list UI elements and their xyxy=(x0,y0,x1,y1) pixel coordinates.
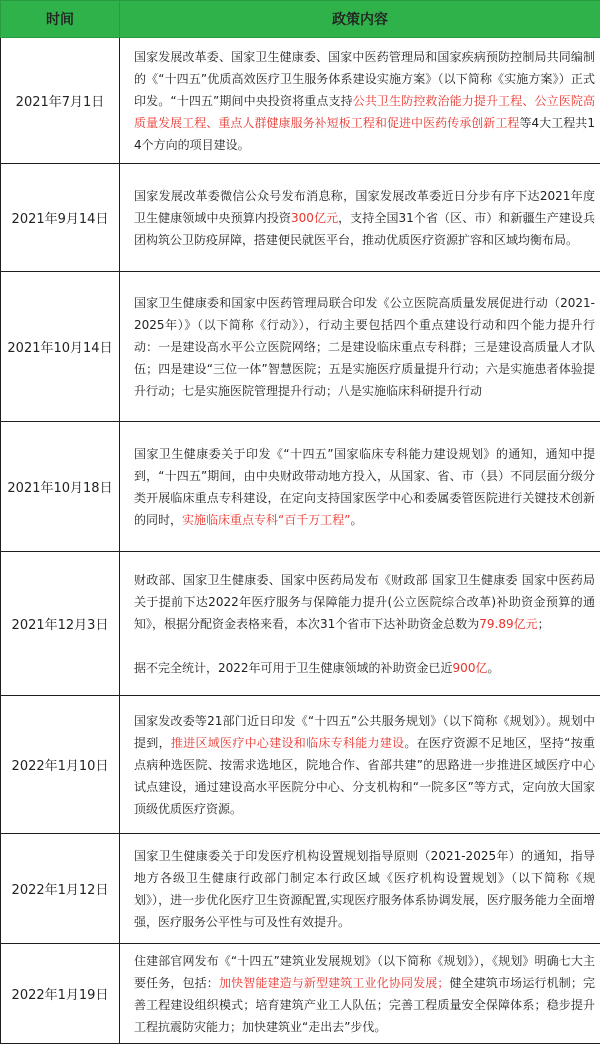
row-date: 2022年1月19日 xyxy=(1,944,120,1044)
content-text: 。在医疗资源不足地区，坚持“按重点病种选医院、按需求选地区，院地合作、省部共建”的思路进一步推进区域医疗中心试点建设，通过建设高水平医院分中心、分支机构和“一院多区”等方式，定向放大国家顶级优质医疗资源。 xyxy=(134,735,595,816)
content-paragraph xyxy=(134,185,595,251)
row-date: 2021年12月3日 xyxy=(1,552,120,696)
table-header xyxy=(1,1,600,38)
row-content xyxy=(120,944,600,1044)
row-content xyxy=(120,164,600,272)
content-paragraph xyxy=(134,845,595,933)
table-row xyxy=(1,696,600,834)
content-text: ，支持全国31个省（区、市）和新疆生产建设兵团构筑公卫防疫屏障，搭建便民就医平台，推动优质医疗资源扩容和区域均衡布局。 xyxy=(134,210,595,247)
highlighted-text: 推进区域医疗中心建设和临床专科能力建设 xyxy=(170,735,405,750)
row-content xyxy=(120,696,600,834)
table-body xyxy=(1,38,600,1044)
content-text: 国家卫生健康委关于印发医疗机构设置规划指导原则（2021-2025年）的通知，指导地方各级卫生健康行政部门制定本行政区域《医疗机构设置规划》（以下简称《规划》），进一步优化医疗卫生资源配置,实现医疗服务体系协调发展，医疗服务能力全面增强，医疗服务公平性与可及性有效提升。 xyxy=(134,848,595,929)
content-paragraph xyxy=(134,569,595,635)
highlighted-text: 实施临床重点专科“百千万工程” xyxy=(182,512,351,527)
content-paragraph xyxy=(134,950,595,1038)
content-text: 国家卫生健康委关于印发《“十四五”国家临床专科能力建设规划》的通知，通知中提到，“十四五”期间，由中央财政带动地方投入，从国家、省、市（县）不同层面分级分类开展临床重点专科建设，在定向支持国家医学中心和委属委管医院进行关键技术创新的同时， xyxy=(134,446,595,527)
content-paragraph xyxy=(134,46,595,156)
highlighted-text: 加快智能建造与新型建筑工业化协同发展； xyxy=(218,975,450,990)
table-row xyxy=(1,38,600,164)
highlighted-text: 公共卫生防控救治能力提升工程、公立医院高质量发展工程、重点人群健康服务补短板工程和促进中医药传承创新工程 xyxy=(134,93,595,130)
row-content xyxy=(120,552,600,696)
content-text: 财政部、国家卫生健康委、国家中医药局发布《财政部 国家卫生健康委 国家中医药局关于提前下达2022年医疗服务与保障能力提升(公立医院综合改革)补助资金预算的通知》，根据分配资金表格来看，本次31个省市下达补助资金总数为 xyxy=(134,572,595,631)
header-content: 政策内容 xyxy=(120,1,600,38)
row-date: 2021年9月14日 xyxy=(1,164,120,272)
table-row xyxy=(1,552,600,696)
row-content xyxy=(120,422,600,552)
content-text: 。 xyxy=(487,660,500,675)
content-text: 国家发改委等21部门近日印发《“十四五”公共服务规划》（以下简称《规划》）。规划中提到， xyxy=(134,713,595,750)
content-text: 。 xyxy=(350,512,363,527)
highlighted-text: 900亿 xyxy=(452,660,488,675)
content-text: 国家发展改革委微信公众号发布消息称，国家发展改革委近日分步有序下达2021年度卫生健康领域中央预算内投资 xyxy=(134,188,595,225)
content-paragraph xyxy=(134,657,595,679)
row-date: 2022年1月10日 xyxy=(1,696,120,834)
row-date: 2021年10月18日 xyxy=(1,422,120,552)
content-paragraph xyxy=(134,443,595,531)
row-content xyxy=(120,38,600,164)
row-date: 2021年7月1日 xyxy=(1,38,120,164)
row-date: 2022年1月12日 xyxy=(1,834,120,944)
paragraph-gap xyxy=(134,635,595,657)
header-row xyxy=(1,1,600,38)
content-text: ； xyxy=(537,616,550,631)
table-row xyxy=(1,272,600,422)
content-text: 健全建筑市场运行机制；完善工程建设组织模式；培育建筑产业工人队伍；完善工程质量安全保障体系；稳步提升工程抗震防灾能力；加快建筑业“走出去”步伐。 xyxy=(134,975,595,1034)
content-text: 等4大工程共14个方向的项目建设。 xyxy=(134,115,595,152)
content-text: 国家卫生健康委和国家中医药管理局联合印发《公立医院高质量发展促进行动（2021-2025年）》（以下简称《行动》），行动主要包括四个重点建设行动和四个能力提升行动：一是建设高水平公立医院网络；二是建设临床重点专科群；三是建设高质量人才队伍；四是建设“三位一体”智慧医院；五是实施医疗质量提升行动；六是实施患者体验提升行动；七是实施医院管理提升行动；八是实施临床科研提升行动 xyxy=(134,295,595,398)
content-text: 国家发展改革委、国家卫生健康委、国家中医药管理局和国家疾病预防控制局共同编制的《“十四五”优质高效医疗卫生服务体系建设实施方案》（以下简称《实施方案》）正式印发。“十四五”期间中央投资将重点支持 xyxy=(134,49,595,108)
content-text: 住建部官网发布《“十四五”建筑业发展规划》（以下简称《规划》），《规划》明确七大主要任务，包括： xyxy=(134,953,595,990)
highlighted-text: 300亿元 xyxy=(291,210,339,225)
table-row xyxy=(1,944,600,1044)
highlighted-text: 79.89亿元 xyxy=(479,616,538,631)
table-row xyxy=(1,164,600,272)
row-content xyxy=(120,272,600,422)
row-content xyxy=(120,834,600,944)
table-row xyxy=(1,422,600,552)
header-time: 时间 xyxy=(1,1,120,38)
row-date: 2021年10月14日 xyxy=(1,272,120,422)
content-paragraph xyxy=(134,710,595,820)
table-row xyxy=(1,834,600,944)
content-paragraph xyxy=(134,292,595,402)
content-text: 据不完全统计，2022年可用于卫生健康领域的补助资金已近 xyxy=(134,660,453,675)
